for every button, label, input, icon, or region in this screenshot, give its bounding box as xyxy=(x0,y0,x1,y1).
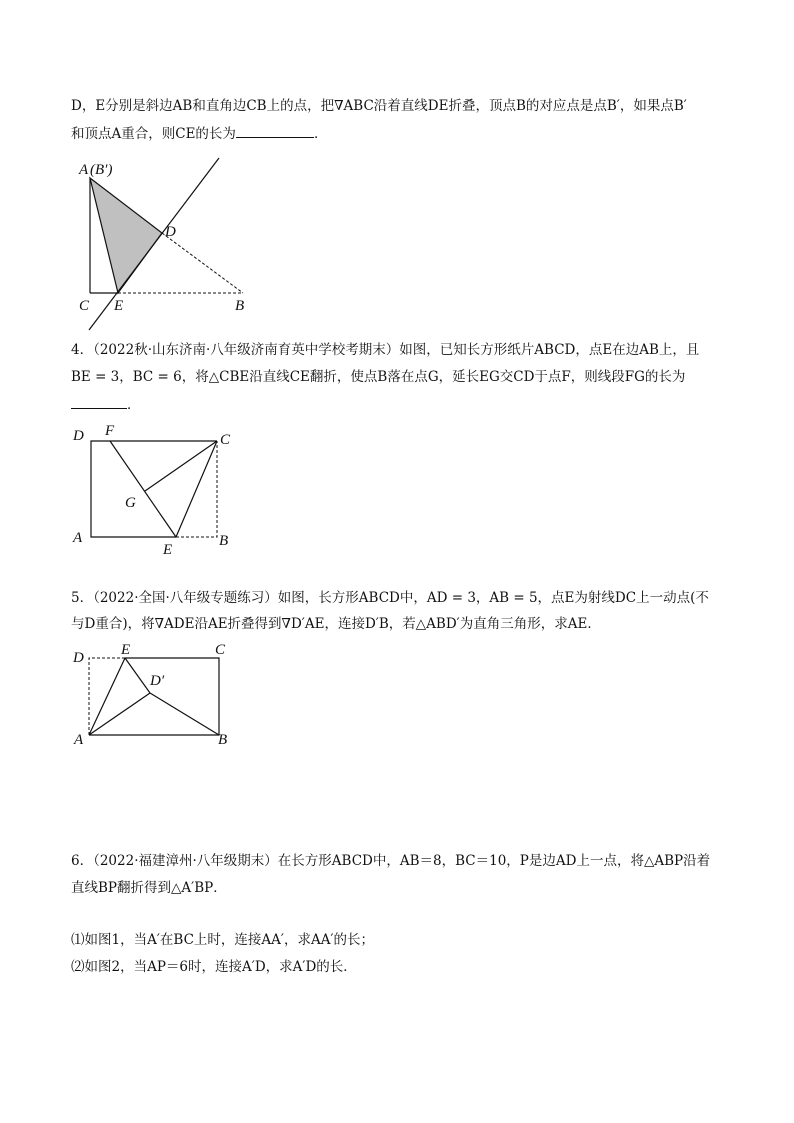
q5-figure xyxy=(70,640,245,755)
q5-line-2: 与D重合)，将∇ADE沿AE折叠得到∇D′AE，连接D′B，若△ABD′为直角三角形，求AE． xyxy=(71,616,601,632)
q3-line-2 xyxy=(71,123,327,144)
q4-label-D: D xyxy=(73,428,84,444)
q5-line-1: 5．（2022·全国·八年级专题练习）如图，长方形ABCD中，AD = 3，AB = 5，点E为射线DC上一动点(不 xyxy=(71,590,709,606)
q4-answer-blank[interactable] xyxy=(71,394,127,409)
q3-shaded-triangle xyxy=(90,178,162,293)
q4-line-2: BE = 3，BC = 6，将△CBE沿直线CE翻折，使点B落在点G，延长EG交CD于点F，则线段FG的长为 xyxy=(71,369,686,385)
q5-label-E: E xyxy=(121,642,131,658)
q3-label-E: E xyxy=(114,298,124,314)
q3-label-D: D xyxy=(165,224,176,240)
q5-line-ED xyxy=(125,658,150,693)
q3-figure xyxy=(75,150,245,335)
q3-label-C: C xyxy=(79,298,90,314)
q4-line-1: 4．（2022秋·山东济南·八年级济南育英中学校考期末）如图，已知长方形纸片ABCD，点E在边AB上，且 xyxy=(71,342,700,358)
q4-label-G: G xyxy=(125,495,136,511)
q3-label-Bprime: (B′) xyxy=(90,162,113,178)
q3-line-2-end: ． xyxy=(313,126,328,142)
q4-label-F: F xyxy=(105,423,115,439)
q4-label-E: E xyxy=(163,542,173,558)
q6-line-1: 6．（2022·福建漳州·八年级期末）在长方形ABCD中，AB＝8，BC＝10，P是边AD上一点，将△ABP沿着 xyxy=(71,853,711,869)
q4-figure xyxy=(70,420,245,560)
q3-line-2-text: 和顶点A重合，则CE的长为 xyxy=(71,126,236,142)
q6-sub-2: ⑵如图2，当AP＝6时，连接A′D，求A′D的长． xyxy=(71,959,357,975)
q5-line-AD xyxy=(89,693,150,735)
q5-label-Dprime: D′ xyxy=(150,673,165,689)
q4-label-A: A xyxy=(73,530,83,546)
q4-label-B: B xyxy=(219,533,229,549)
q3-answer-blank[interactable] xyxy=(236,123,314,138)
q5-line-DB xyxy=(150,693,219,735)
q3-dashed-DB xyxy=(162,233,243,293)
q3-label-B: B xyxy=(235,298,245,314)
q5-label-C: C xyxy=(215,642,226,658)
q4-line-3-end: ． xyxy=(127,397,141,413)
q5-label-D: D xyxy=(73,650,84,666)
q5-line-AE xyxy=(89,658,125,735)
q4-label-C: C xyxy=(220,432,231,448)
q5-label-B: B xyxy=(218,732,228,748)
q6-line-2: 直线BP翻折得到△A′BP． xyxy=(71,880,227,896)
q4-line-3 xyxy=(71,394,141,415)
q3-label-A: A xyxy=(79,162,89,178)
q3-line-1: D，E分别是斜边AB和直角边CB上的点，把∇ABC沿着直线DE折叠，顶点B的对应点是点B′，如果点B′ xyxy=(71,98,687,114)
q5-label-A: A xyxy=(74,732,84,748)
q6-sub-1: ⑴如图1，当A′在BC上时，连接AA′，求AA′的长； xyxy=(71,932,375,948)
q4-rect-DCAE xyxy=(91,441,217,537)
q4-line-FE xyxy=(110,441,176,537)
